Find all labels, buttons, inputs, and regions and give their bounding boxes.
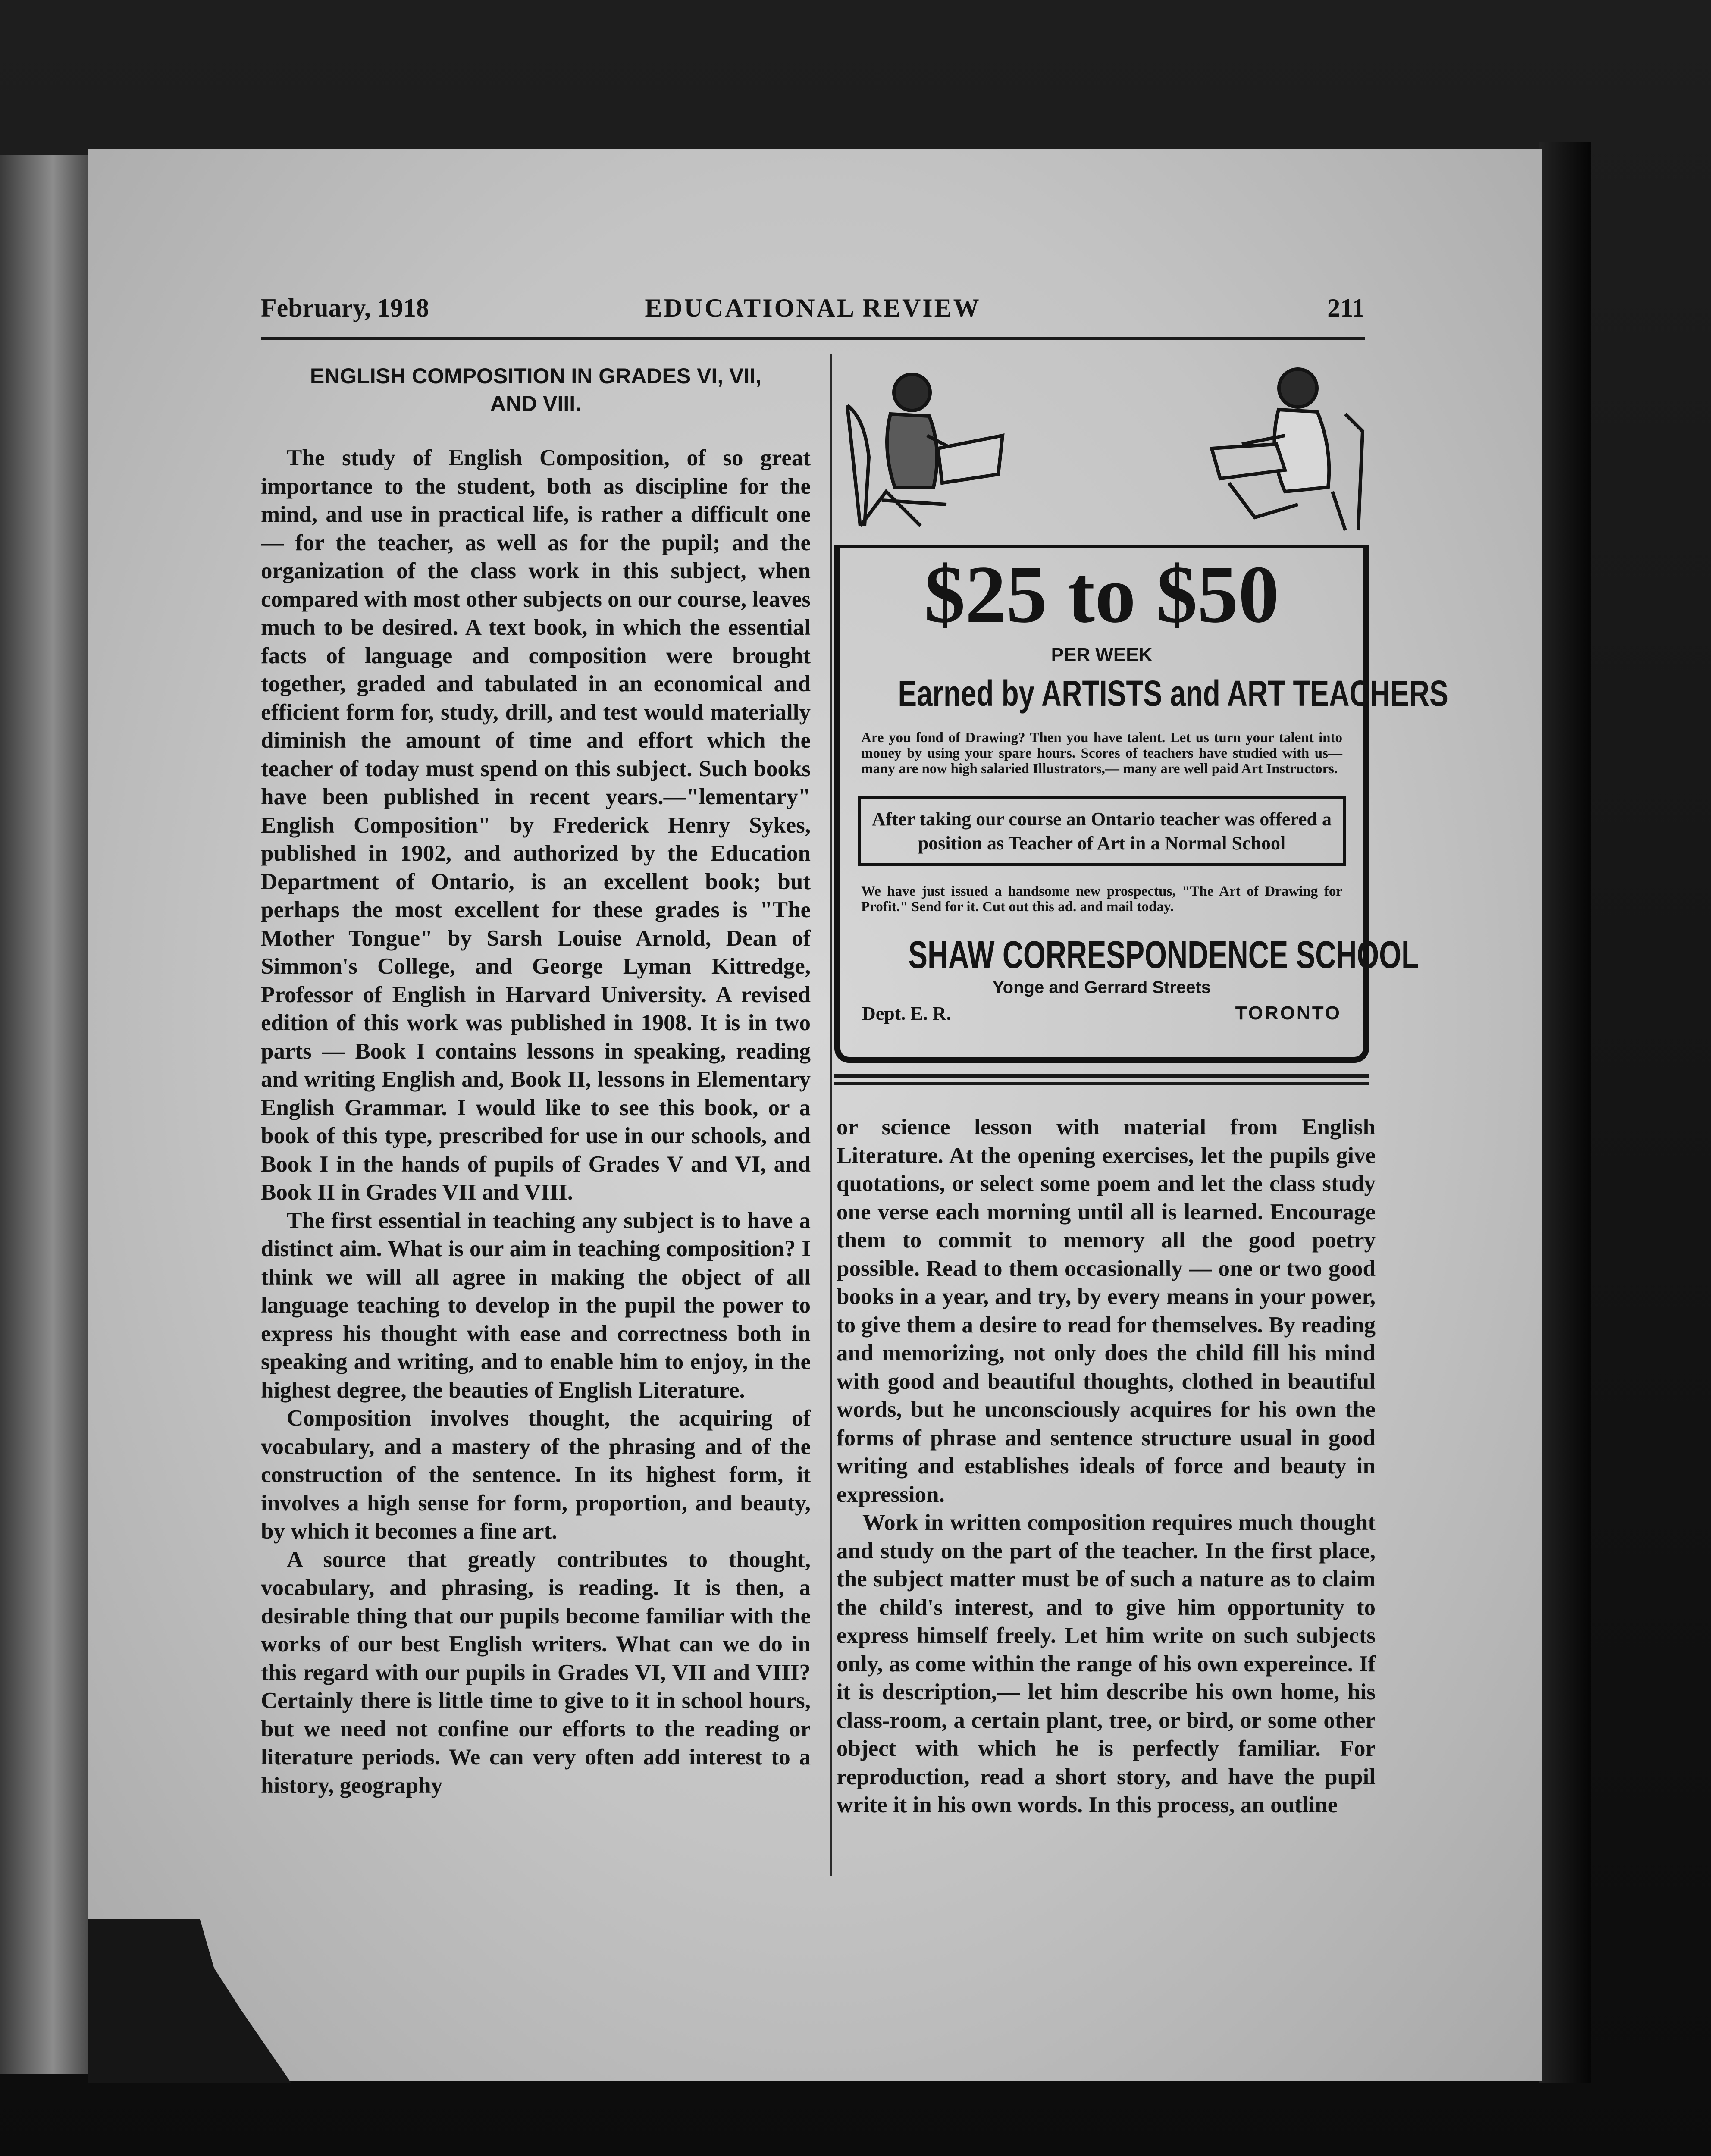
ad-footer xyxy=(862,1003,1341,1028)
article-paragraph: The first essential in teaching any subject is to have a distinct aim. What is our aim in teaching composition? I think we will all agree in making the object of all language teaching to develop in the pupil the power to express his thought with ease and correctness both in speaking and writing, and to enable him to enjoy, in the highest degree, the beauties of English Literature. xyxy=(261,1208,811,1403)
article-paragraph: or science lesson with material from English Literature. At the opening exercises, let the pupils give quotations, or select some poem and let the class study one verse each morning until all is learned. Encourage them to commit to memory all the good poetry possible. Read to them occasionally — one or two good books in a year, and try, by every means in your power, to give them a desire to read for themselves. By reading and memorizing, not only does the child fill his mind with good and beautiful thoughts, clothed in beautiful words, but he unconsciously acquires for his own the forms of phrase and sentence structure usual in good writing and establishes ideals of force and beauty in expression. xyxy=(837,1115,1376,1507)
article-paragraph: A source that greatly contributes to thought, vocabulary, and phrasing, is reading. It is then, a desirable thing that our pupils become familiar with the works of our best English writers. What can we do in this regard with our pupils in Grades VI, VII and VIII? Certainly there is little time to give to it in school hours, but we need not confine our efforts to the reading or literature periods. We can very often add interest to a history, geography xyxy=(261,1547,811,1798)
art-school-advertisement xyxy=(834,354,1448,1061)
ad-school-address: Yonge and Gerrard Streets xyxy=(992,978,1211,997)
ad-intro-text: Are you fond of Drawing? Then you have talent. Let us turn your talent into money by using your spare hours. Scores of teachers have studied with us—many are now high salaried Illustrators,— many are well paid Art Instructors. xyxy=(861,730,1342,777)
page-number: 211 xyxy=(1327,294,1365,322)
left-text-column xyxy=(261,362,811,1880)
running-head xyxy=(261,293,1365,341)
article-title-line-2: AND VIII. xyxy=(490,392,582,416)
right-text-column xyxy=(837,1113,1376,1881)
ad-department: Dept. E. R. xyxy=(862,1003,951,1024)
article-paragraph: The study of English Composition, of so great importance to the student, both as discipline for the mind, and use in practical life, is rather a difficult one — for the teacher, as well as for the pupil; and the organization of the class work in this subject, when compared with most other subjects on our course, leaves much to be desired. A text book, in which the essential facts of language and composition were brought together, graded and tabulated in an economical and efficient form for, study, drill, and test would materially diminish the amount of time and effort which the teacher of today must spend on this subject. Such books have been published in recent years.—"lementary" English Composition" by Frederick Henry Sykes, published in 1902, and authorized by the Education Department of Ontario, is an excellent book; but perhaps the most excellent for these grades is "The Mother Tongue" by Sarsh Louise Arnold, Dean of Simmon's College, and George Lyman Kittredge, Professor of English in Harvard University. A revised edition of this work was published in 1908. It is in two parts — Book I contains lessons in speaking, reading and writing English and, Book II, lessons in Elementary English Grammar. I would like to see this book, or a book of this type, prescribed for use in our schools, and Book I in the hands of pupils of Grades V and VI, and Book II in Grades VII and VIII. xyxy=(261,445,811,1205)
article-paragraph: Work in written composition requires much thought and study on the part of the teacher. In the first place, the subject matter must be of such a nature as to claim the child's interest, and to give him opportunity to express himself freely. Let him write on such subjects only, as come within the range of his own expereince. If it is description,— let him describe his own home, his class-room, a certain plant, tree, or bird, or some other object with which he is perfectly familiar. For reproduction, read a short story, and have the pupil write it in his own words. In this process, an outline xyxy=(837,1510,1376,1818)
advertisement-box xyxy=(834,545,1448,1063)
ad-callout-box: After taking our course an Ontario teacher was offered a position as Teacher of Art in a Normal School xyxy=(858,796,1346,866)
ad-per-week: PER WEEK xyxy=(1051,644,1153,665)
column-divider xyxy=(830,354,832,1876)
ad-school-name: SHAW CORRESPONDENCE SCHOOL xyxy=(908,934,1419,977)
journal-title: EDUCATIONAL REVIEW xyxy=(645,294,981,322)
article-paragraph: Composition involves thought, the acquiring of vocabulary, and a mastery of the phrasing and of the construction of the sentence. In its highest form, it involves a high sense for form, proportion, and beauty, by which it becomes a fine art. xyxy=(261,1406,811,1544)
issue-date: February, 1918 xyxy=(261,294,429,322)
ad-prospectus-text: We have just issued a handsome new prospectus, "The Art of Drawing for Profit." Send for it. Cut out this ad. and mail today. xyxy=(861,884,1342,915)
header-rule xyxy=(261,337,1365,340)
advertisement-separator-rule xyxy=(834,1074,1369,1085)
ad-city: TORONTO xyxy=(1235,1003,1341,1024)
ad-earned-line: Earned by ARTISTS and ART TEACHERS xyxy=(898,673,1448,714)
article-title-line-1: ENGLISH COMPOSITION IN GRADES VI, VII, xyxy=(310,364,762,388)
article-title xyxy=(261,362,811,417)
drawing-student-illustration-left xyxy=(834,362,1007,535)
facing-page-edge xyxy=(0,155,88,2074)
book-binding-edge xyxy=(1539,142,1591,2083)
drawing-student-illustration-right xyxy=(1203,362,1376,535)
ad-price-headline: $25 to $50 xyxy=(924,549,1279,640)
